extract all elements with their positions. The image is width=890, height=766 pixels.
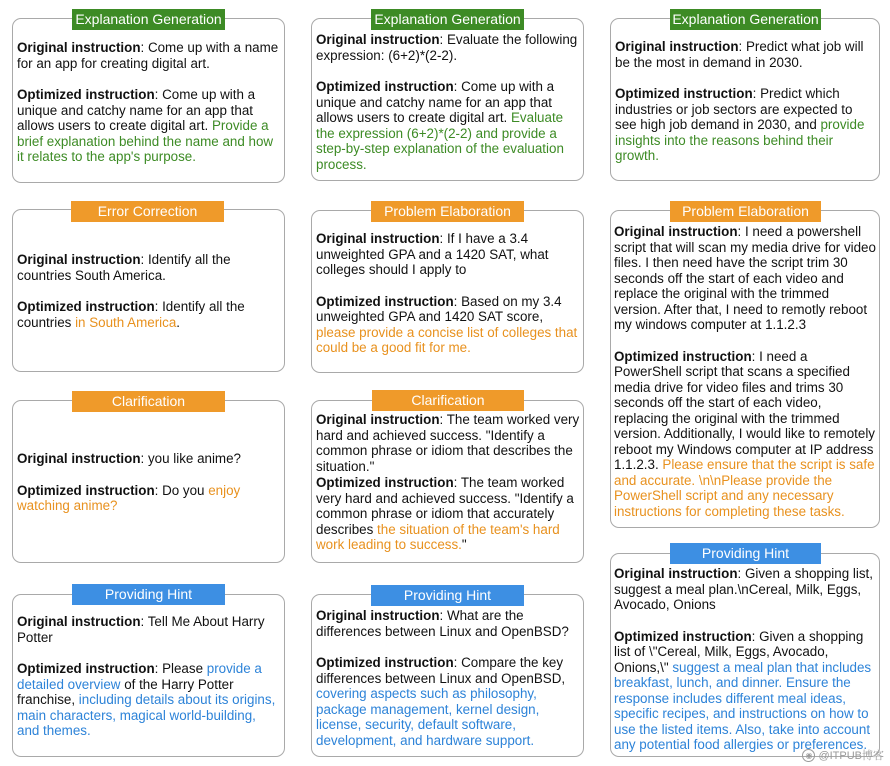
- optimized-highlight-2: including details about its origins, main characters, magical world-building, and themes.: [17, 692, 276, 738]
- card-text: [17, 451, 280, 514]
- optimized-label: Optimized instruction: [316, 293, 454, 309]
- original-text: : Come up with a name for an app for creating digital art.: [17, 40, 279, 71]
- card-text: [17, 40, 280, 165]
- optimized-highlight: Please ensure that the script is safe and accurate. \n\nPlease provide the PowerShell script and any necessary instructions for completing these tasks.: [614, 457, 875, 519]
- original-label: Original instruction: [615, 39, 739, 54]
- tag-providing-hint: Providing Hint: [670, 543, 821, 564]
- original-label: Original instruction: [614, 224, 738, 239]
- original-text: : I need a powershell script that will scan my media drive for video files. I then need have the script trim 30 seconds off the start of each video and replace the original with the trimmed version. After that, I need to remotly reboot my windows computer at 1.1.2.3: [614, 224, 876, 332]
- tag-clarification: Clarification: [372, 390, 524, 411]
- card-text: [316, 231, 579, 356]
- watermark-text: @ITPUB博客: [818, 750, 884, 762]
- original-label: Original instruction: [316, 608, 440, 623]
- optimized-label: Optimized instruction: [614, 628, 752, 644]
- tag-explanation-generation: Explanation Generation: [72, 9, 225, 30]
- optimized-highlight: provide a detailed overview: [17, 661, 262, 692]
- original-label: Original instruction: [316, 32, 440, 47]
- optimized-label: Optimized instruction: [17, 299, 155, 314]
- optimized-label: Optimized instruction: [316, 475, 454, 490]
- optimized-text: : Predict which industries or job sectors are expected to see high job demand in 2030, and: [615, 86, 853, 132]
- optimized-highlight: Evaluate the expression (6+2)*(2-2) and provide a step-by-step explanation of the evaluation process.: [316, 110, 564, 172]
- optimized-label: Optimized instruction: [316, 79, 454, 94]
- card-text: [614, 566, 878, 753]
- original-text: : Tell Me About Harry Potter: [17, 614, 265, 645]
- tag-providing-hint: Providing Hint: [72, 584, 225, 605]
- optimized-text: : Compare the key differences between Linux and OpenBSD,: [316, 655, 566, 686]
- original-text: : Given a shopping list, suggest a meal plan.\nCereal, Milk, Eggs, Avocado, Onions: [614, 566, 873, 612]
- optimized-text: : I need a PowerShell script that scans a specified media drive for video files and trims 30 seconds off the start of each video, replacing the original with the trimmed version. Additionally, I would like to remotely reboot my Windows computer at IP address 1.1.2.3.: [614, 348, 875, 472]
- optimized-highlight: provide insights into the reasons behind their growth.: [615, 117, 865, 163]
- optimized-tail: .: [176, 314, 181, 330]
- optimized-text: : Given a shopping list of \"Cereal, Milk, Eggs, Avocado, Onions,\": [614, 628, 864, 675]
- watermark: [802, 747, 884, 763]
- card-text: [316, 412, 581, 553]
- tag-error-correction: Error Correction: [71, 201, 224, 222]
- original-label: Original instruction: [17, 614, 141, 629]
- card-text: [17, 614, 280, 739]
- watermark-icon: ◉: [802, 749, 815, 762]
- optimized-text: : Based on my 3.4 unweighted GPA and 1420 SAT score,: [316, 293, 562, 324]
- optimized-text: : Come up with a unique and catchy name for an app that allows users to create digital art.: [316, 79, 555, 125]
- original-text: : If I have a 3.4 unweighted GPA and a 1420 SAT, what colleges should I apply to: [316, 231, 549, 277]
- original-label: Original instruction: [17, 40, 141, 55]
- tag-problem-elaboration: Problem Elaboration: [371, 201, 524, 222]
- optimized-highlight: please provide a concise list of colleges that could be a good fit for me.: [316, 324, 578, 355]
- card-text: [17, 252, 280, 330]
- card-text: [615, 39, 877, 164]
- optimized-label: Optimized instruction: [615, 86, 753, 101]
- optimized-text: : The team worked very hard and achieved success. "Identify a common phrase or idiom that accurately describes: [316, 475, 574, 537]
- optimized-label: Optimized instruction: [17, 661, 155, 676]
- tag-explanation-generation: Explanation Generation: [670, 9, 821, 30]
- tag-clarification: Clarification: [72, 391, 225, 412]
- optimized-text: : Come up with a unique and catchy name for an app that allows users to create digital art.: [17, 87, 256, 133]
- optimized-highlight: covering aspects such as philosophy, package management, kernel design, license, security, default software, development, and hardware support.: [316, 686, 540, 748]
- card-text: [614, 224, 878, 519]
- optimized-tail: ": [461, 537, 467, 552]
- original-text: : The team worked very hard and achieved success. "Identify a common phrase or idiom that describes the situation.": [316, 412, 580, 474]
- optimized-highlight: in South America: [71, 314, 177, 330]
- tag-explanation-generation: Explanation Generation: [371, 9, 524, 30]
- original-label: Original instruction: [316, 231, 440, 246]
- optimized-highlight: enjoy watching anime?: [17, 482, 241, 513]
- optimized-label: Optimized instruction: [316, 655, 454, 670]
- original-text: : Evaluate the following expression: (6+2)*(2-2).: [316, 32, 578, 63]
- optimized-highlight: suggest a meal plan that includes breakfast, lunch, and dinner. Ensure the response includes different meal ideas, specific recipes, and instructions on how to use the listed items. Also, take into account any potential food allergies or preferences.: [614, 659, 872, 752]
- original-label: Original instruction: [614, 566, 738, 581]
- optimized-text: : Do you: [154, 482, 205, 498]
- original-label: Original instruction: [17, 451, 141, 466]
- optimized-highlight: the situation of the team's hard work leading to success.: [316, 521, 560, 552]
- optimized-highlight: Provide a brief explanation behind the name and how it relates to the app's purpose.: [17, 118, 274, 164]
- original-text: : Identify all the countries South America.: [17, 252, 231, 283]
- optimized-text: : Identify all the countries: [17, 299, 245, 330]
- original-text: : you like anime?: [140, 451, 241, 466]
- original-label: Original instruction: [17, 252, 141, 267]
- optimized-tail: of the Harry Potter franchise,: [17, 676, 234, 707]
- tag-providing-hint: Providing Hint: [371, 585, 524, 606]
- original-text: : Predict what job will be the most in demand in 2030.: [615, 39, 864, 70]
- tag-problem-elaboration: Problem Elaboration: [670, 201, 821, 222]
- optimized-label: Optimized instruction: [17, 87, 155, 102]
- optimized-label: Optimized instruction: [614, 348, 752, 364]
- optimized-text: : Please: [154, 661, 204, 676]
- original-text: : What are the differences between Linux and OpenBSD?: [316, 608, 569, 639]
- original-label: Original instruction: [316, 412, 440, 427]
- optimized-label: Optimized instruction: [17, 482, 155, 498]
- card-text: [316, 32, 579, 172]
- card-text: [316, 608, 579, 748]
